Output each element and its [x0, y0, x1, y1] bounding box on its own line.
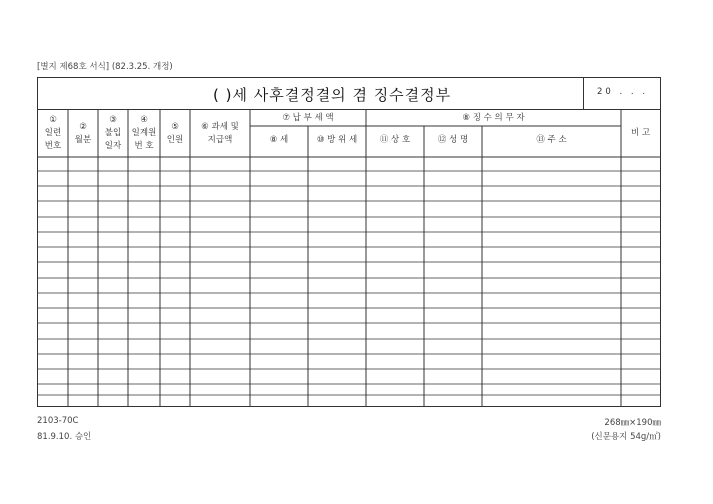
header-tax: ⑧ 세	[269, 135, 289, 145]
header-taxable-amount: ⑥ 과세 및 지급액	[201, 122, 239, 145]
header-payment-date: ③ 불입 일자	[104, 115, 122, 151]
form-table	[37, 77, 661, 407]
header-tax-paid: ⑦ 납 부 세 액	[282, 113, 334, 123]
header-remarks: 비 고	[630, 128, 651, 138]
date-field: 20 . . .	[597, 87, 649, 97]
form-title: ( )세 사후결정결의 겸 징수결정부	[213, 86, 452, 104]
header-withholding-agent: ⑧ 징 수 의 무 자	[462, 113, 525, 123]
form-number-note: [별지 제68호 서식] (82.3.25. 개정)	[37, 62, 173, 72]
header-daily-account-number: ④ 일계원 번 호	[131, 115, 157, 151]
footer-form-code: 2103-70C	[37, 416, 79, 426]
header-headcount: ⑤ 인원	[166, 122, 184, 145]
header-company-name: ⑪ 상 호	[379, 135, 411, 145]
header-month: ② 월분	[74, 122, 92, 145]
header-defense-tax: ⑩ 방 위 세	[316, 135, 358, 145]
header-serial-number: ① 일련 번호	[44, 115, 62, 151]
footer-approval: 81.9.10. 승인	[37, 432, 92, 442]
footer-paper-type: (신문용지 54g/㎡)	[591, 432, 661, 442]
header-address: ⑬ 주 소	[536, 135, 567, 145]
footer-paper-size: 268㎜×190㎜	[604, 418, 661, 428]
header-person-name: ⑫ 성 명	[437, 135, 469, 145]
